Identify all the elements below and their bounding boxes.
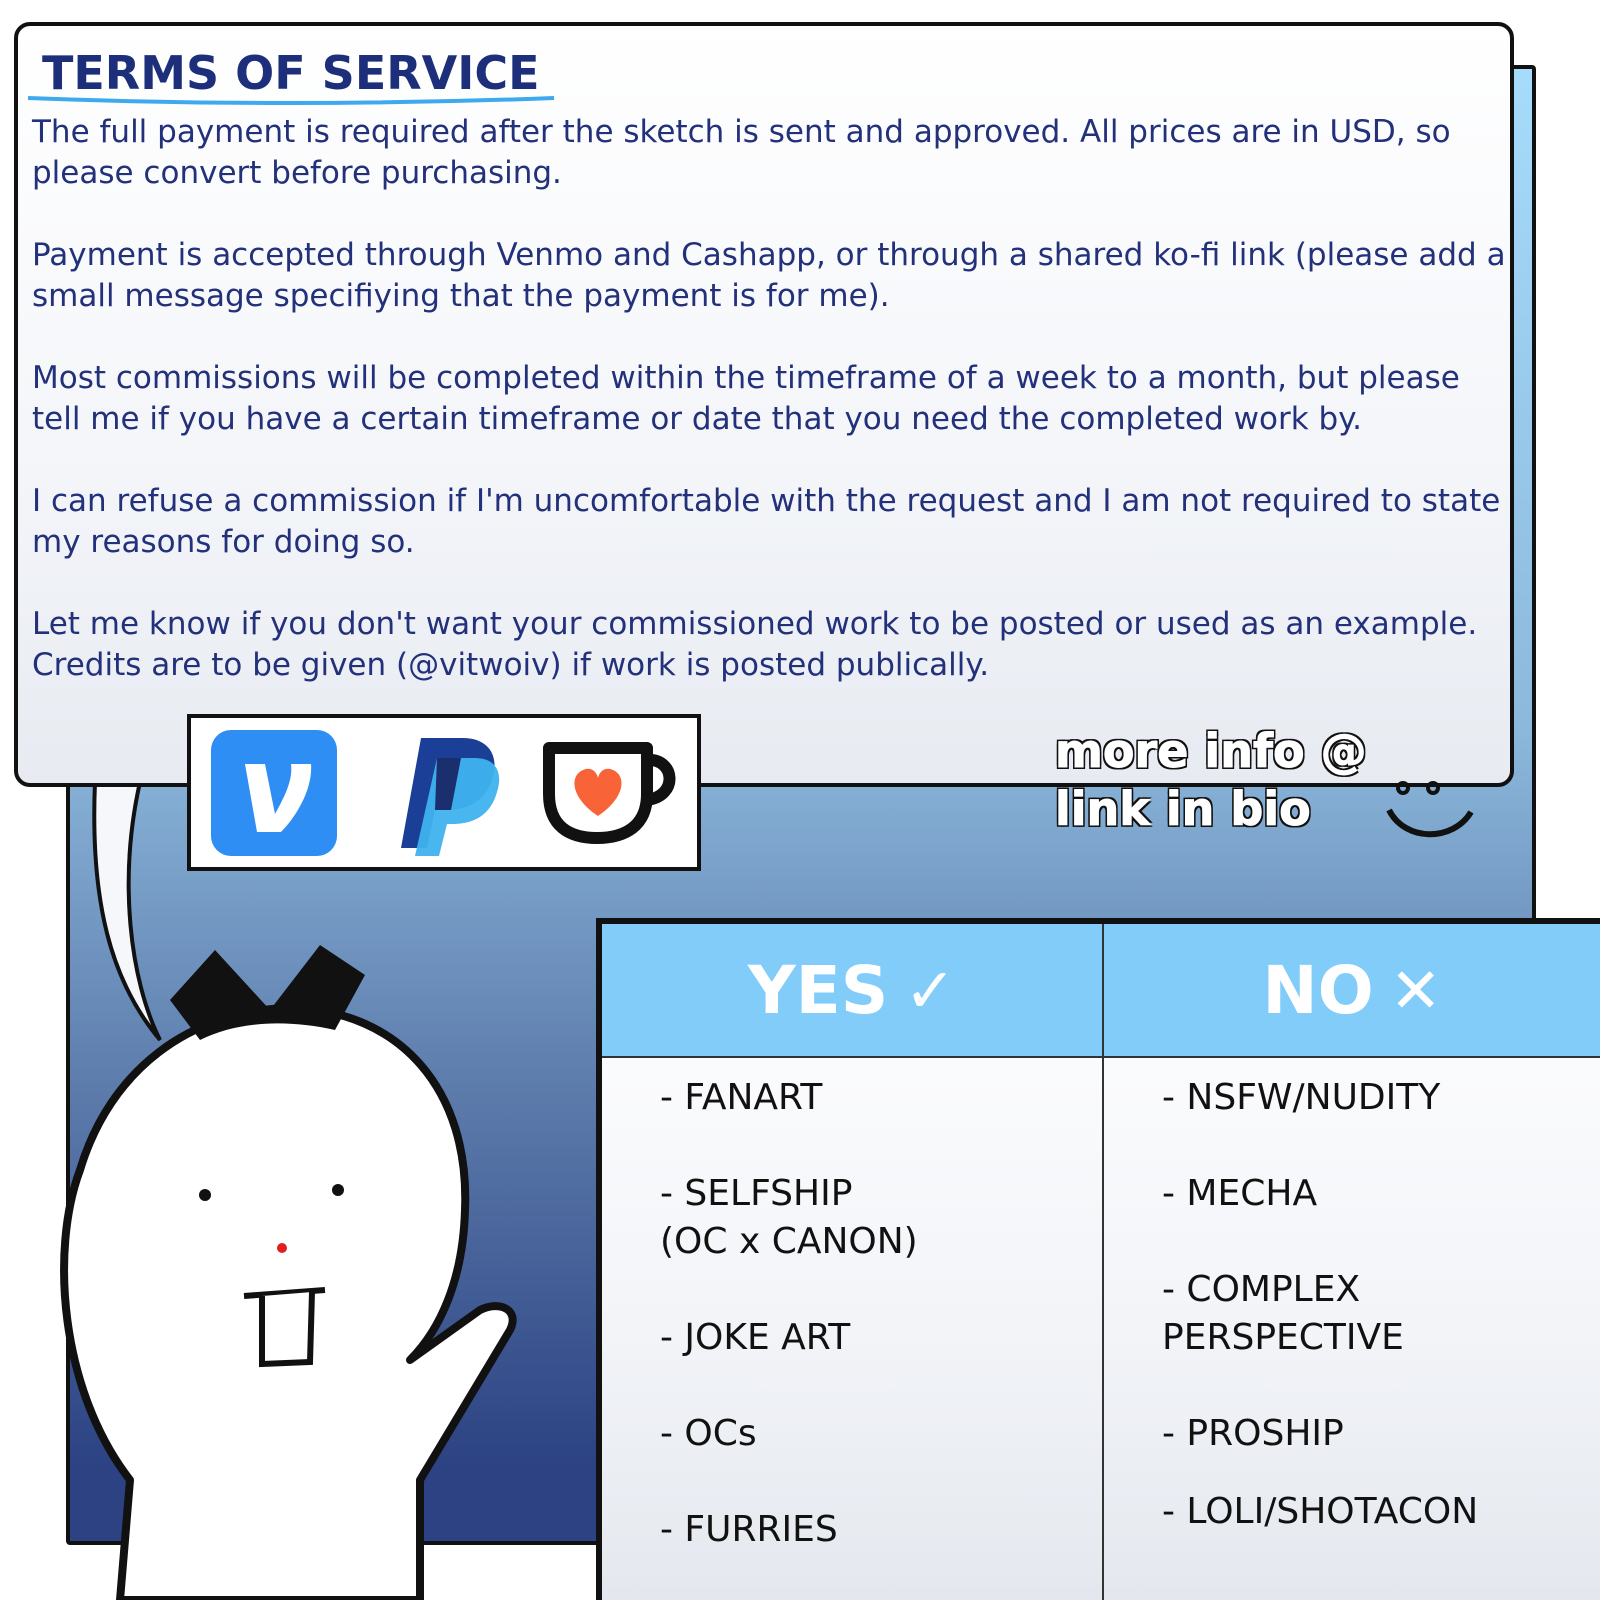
no-header-label: NO xyxy=(1262,951,1374,1029)
yes-no-table xyxy=(596,918,1600,1600)
list-item: - LOLI/SHOTACON xyxy=(1162,1491,1479,1532)
list-item: - OCs xyxy=(660,1413,757,1454)
check-icon: ✓ xyxy=(904,953,957,1027)
terms-paragraph-refusal: I can refuse a commission if I'm uncomfortable with the request and I am not required to state my reasons for doing so. xyxy=(32,483,1501,560)
yes-header-label: YES xyxy=(747,951,889,1029)
list-item: (OC x CANON) xyxy=(660,1221,918,1262)
terms-paragraph-credits: Let me know if you don't want your commissioned work to be posted or used as an example. Credits are to be given (@vitwoiv) if work is posted publically. xyxy=(32,606,1478,683)
list-item: - PROSHIP xyxy=(1162,1413,1344,1454)
terms-title: TERMS OF SERVICE xyxy=(42,46,540,100)
yes-header xyxy=(602,924,1102,1058)
list-item: - SELFSHIP xyxy=(660,1173,853,1214)
list-item: - JOKE ART xyxy=(660,1317,851,1358)
list-item: - FURRIES xyxy=(660,1509,838,1550)
no-header xyxy=(1104,924,1600,1058)
cross-icon: ✕ xyxy=(1389,953,1442,1027)
mascot-eye-right xyxy=(332,1184,344,1196)
more-info-line2: link in bio xyxy=(1055,782,1311,836)
more-info-line1: more info @ xyxy=(1055,724,1367,778)
list-item: - COMPLEX xyxy=(1162,1269,1361,1310)
terms-paragraph-timeframe: Most commissions will be completed within the timeframe of a week to a month, but please tell me if you have a certain timeframe or date that you need the completed work by. xyxy=(32,360,1460,437)
list-item: - MECHA xyxy=(1162,1173,1318,1214)
column-divider xyxy=(1102,924,1104,1600)
terms-paragraph-methods: Payment is accepted through Venmo and Cashapp, or through a shared ko-fi link (please add a small message specifiying that the payment is for me). xyxy=(32,237,1506,314)
list-item: PERSPECTIVE xyxy=(1162,1317,1404,1358)
list-item: - FANART xyxy=(660,1077,823,1118)
list-item: - NSFW/NUDITY xyxy=(1162,1077,1441,1118)
terms-paragraph-payment: The full payment is required after the sketch is sent and approved. All prices are in USD, so please convert before purchasing. xyxy=(32,114,1451,191)
mascot-eye-left xyxy=(199,1189,211,1201)
